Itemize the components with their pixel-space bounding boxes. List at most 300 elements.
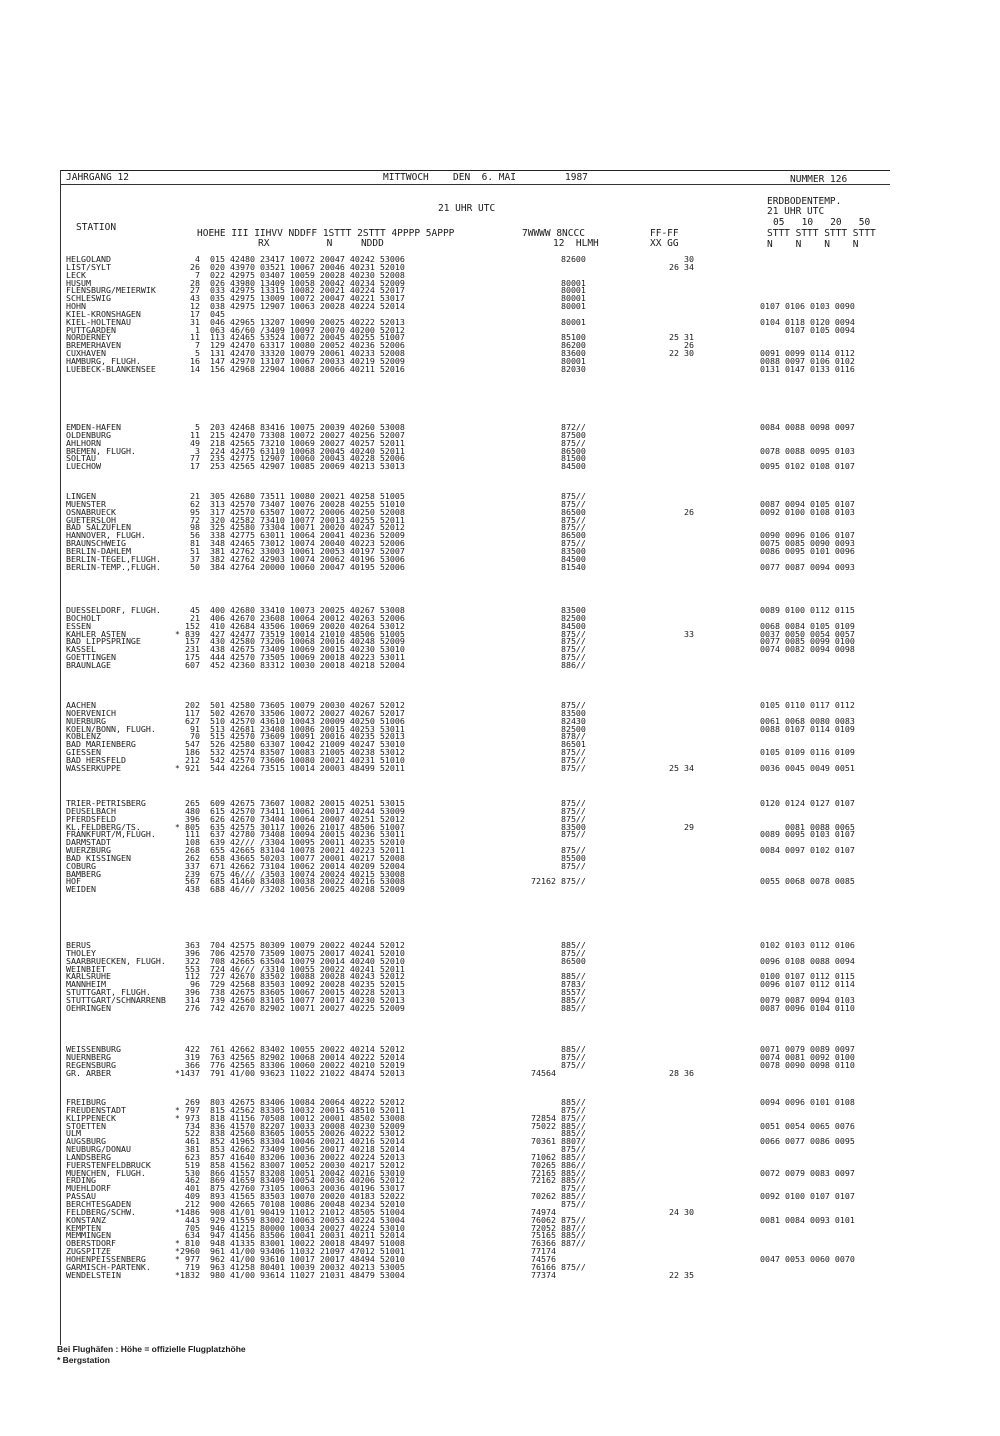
synop-code-groups: 685 41460 83408 10038 20022 40216 53008 [210, 876, 405, 887]
weather-groups: 70262 885// [511, 1191, 586, 1202]
station-name: WASSERKUPPE [66, 762, 121, 773]
station-name: LECK [66, 269, 86, 280]
station-name: STUTTGART/SCHNARRENB [66, 994, 166, 1005]
soil-temperature-values: 0047 0053 0060 0070 [760, 1253, 855, 1264]
station-name: AHLHORN [66, 437, 101, 448]
station-name: DEUSELBACH [66, 805, 116, 816]
station-name: FREUDENSTADT [66, 1104, 126, 1115]
station-name: PFERDSFELD [66, 813, 116, 824]
synop-code-groups: 510 42570 43610 10043 20009 40250 51006 [210, 715, 405, 726]
soil-temperature-values: 0081 0084 0093 0101 [760, 1214, 855, 1225]
weather-groups: 82500 [511, 723, 586, 734]
synop-code-groups: 046 42965 13207 10090 20025 40222 52013 [210, 316, 405, 327]
wind-gust-groups: 26 [649, 506, 694, 517]
soil-temperature-values: 0131 0147 0133 0116 [760, 363, 855, 374]
weather-groups: 875// [511, 652, 586, 663]
mountain-station-marker: * [175, 1239, 180, 1249]
station-name: KOELN/BONN, FLUGH. [66, 723, 156, 734]
station-height-value: 108 [185, 837, 200, 848]
station-name: KOBLENZ [66, 731, 101, 742]
synop-code-groups: 038 42975 12907 10063 20028 40224 52014 [210, 301, 405, 312]
mountain-station-marker: * [175, 822, 180, 832]
weather-groups: 875// [511, 805, 586, 816]
synop-code-groups: 532 42574 83507 10083 21005 40238 53012 [210, 747, 405, 758]
weather-groups: 82430 [511, 715, 586, 726]
weather-groups: 875// [511, 747, 586, 758]
station-height-value: 443 [185, 1214, 200, 1225]
synop-code-groups: 908 41/01 90419 11012 21012 48505 51004 [210, 1206, 405, 1217]
station-name: LUECHOW [66, 461, 101, 472]
weather-groups: 875// [511, 798, 586, 808]
station-name: PASSAU [66, 1191, 96, 1202]
soil-temperature-values: 0087 0096 0104 0110 [760, 1002, 855, 1013]
station-height-value: 157 [185, 636, 200, 647]
station-group [66, 942, 906, 1013]
synop-code-groups: 022 42975 03407 10059 20028 40230 52008 [210, 269, 405, 280]
soil-temperature-values: 0088 0097 0106 0102 [760, 355, 855, 366]
issue-number: NUMMER 126 [790, 174, 848, 185]
synop-code-groups: 501 42580 73605 10079 20030 40267 52012 [210, 700, 405, 710]
station-height-value: 70 [190, 731, 200, 742]
weather-groups: 80001 [511, 285, 586, 296]
weather-groups: 72052 887// [511, 1222, 586, 1233]
synop-code-groups: 430 42580 73206 10068 20016 40248 52009 [210, 636, 405, 647]
station-height-value: 519 [185, 1159, 200, 1170]
station-height-value: 5 [195, 422, 200, 432]
wind-columns-subheader: XX GG [650, 238, 679, 249]
soil-temperature-values: 0096 0108 0088 0094 [760, 955, 855, 966]
station-name: BAD KISSINGEN [66, 852, 131, 863]
soil-temp-time: 21 UHR UTC [767, 206, 825, 217]
synop-code-groups: 156 42968 22904 10088 20066 40211 52016 [210, 363, 405, 374]
synop-code-groups: 961 41/00 93406 11032 21097 47012 51001 [210, 1246, 405, 1257]
synop-code-groups: 900 42665 70108 10086 20048 40234 52010 [210, 1198, 405, 1209]
synop-code-groups: 815 42562 83305 10032 20015 48510 52011 [210, 1104, 405, 1115]
station-height-value: 186 [185, 747, 200, 758]
soil-temperature-values: 0036 0045 0049 0051 [760, 762, 855, 773]
station-name: KEMPTEN [66, 1222, 101, 1233]
soil-temperature-values: 0089 0100 0112 0115 [760, 605, 855, 615]
station-name: STUTTGART, FLUGH. [66, 987, 151, 998]
synop-code-groups: 113 42465 53524 10072 20045 40255 51007 [210, 332, 405, 343]
station-name: KIEL-KRONSHAGEN [66, 308, 141, 319]
station-name: SCHLESWIG [66, 293, 111, 304]
synop-code-groups: 224 42475 63110 10068 20045 40240 52011 [210, 445, 405, 456]
synop-code-groups: 818 41156 70508 10012 20001 48502 53008 [210, 1112, 405, 1123]
wind-gust-groups: 28 36 [649, 1067, 694, 1078]
mountain-station-marker: * [175, 629, 180, 639]
weather-groups: 76166 875// [511, 1261, 586, 1272]
station-height-value: 17 [190, 308, 200, 319]
station-name: MUENCHEN, FLUGH. [66, 1167, 146, 1178]
station-group [66, 1046, 906, 1077]
station-name: KARLSRUHE [66, 971, 111, 982]
station-height-value: 112 [185, 971, 200, 982]
weather-groups: 86501 [511, 739, 586, 750]
station-height-value: 4 [195, 254, 200, 264]
weather-groups: 885// [511, 1002, 586, 1013]
station-name: ZUGSPITZE [66, 1246, 111, 1257]
station-name: KLIPPENECK [66, 1112, 116, 1123]
soil-temperature-values: 0092 0100 0107 0107 [760, 1191, 855, 1202]
station-name: THOLEY [66, 947, 96, 958]
station-height-value: 719 [185, 1261, 200, 1272]
weather-groups: 82600 [511, 254, 586, 264]
station-height-value: 1437 [180, 1067, 200, 1078]
station-name: TRIER-PETRISBERG [66, 798, 146, 808]
weather-groups: 83500 [511, 605, 586, 615]
soil-temperature-values: 0075 0085 0090 0093 [760, 538, 855, 549]
synop-code-groups: 742 42670 82902 10071 20027 40225 52009 [210, 1002, 405, 1013]
station-height-value: 265 [185, 798, 200, 808]
mountain-station-marker: * [175, 1254, 180, 1264]
soil-temperature-values: 0094 0096 0101 0108 [760, 1097, 855, 1107]
station-name: BOCHOLT [66, 612, 101, 623]
soil-temperature-values: 0102 0103 0112 0106 [760, 940, 855, 950]
station-name: SAARBRUECKEN, FLUGH. [66, 955, 166, 966]
synop-code-groups: 776 42565 83306 10060 20022 40210 52019 [210, 1059, 405, 1070]
weather-groups: 74974 [511, 1206, 556, 1217]
synop-code-groups: 045 [210, 308, 225, 319]
station-height-value: 438 [185, 884, 200, 895]
synop-code-groups: 615 42570 73411 10061 20017 40244 53009 [210, 805, 405, 816]
station-name: BERLIN-TEGEL,FLUGH. [66, 553, 161, 564]
station-name: FREIBURG [66, 1097, 106, 1107]
weather-groups: 80001 [511, 301, 586, 312]
weather-groups: 875// [511, 538, 586, 549]
table-row [66, 1067, 906, 1078]
synop-code-groups: 980 41/00 93614 11027 21031 48479 53004 [210, 1269, 405, 1280]
weather-groups: 875// [511, 813, 586, 824]
station-height-value: 91 [190, 723, 200, 734]
station-height-value: 805 [185, 821, 200, 832]
synop-code-groups: 033 42975 13315 10082 20021 40224 52017 [210, 285, 405, 296]
synop-code-groups: 727 42670 83502 10088 20028 40243 52012 [210, 971, 405, 982]
wind-gust-groups: 25 31 [649, 332, 694, 343]
station-height-value: 45 [190, 605, 200, 615]
weather-groups: 885// [511, 940, 586, 950]
soil-temperature-values: 0105 0110 0117 0112 [760, 700, 855, 710]
weather-groups: 875// [511, 845, 586, 856]
synop-code-groups: 338 42775 63011 10064 20041 40236 52009 [210, 530, 405, 541]
table-row [66, 1002, 906, 1013]
synop-code-groups: 427 42477 73519 10014 21010 48506 51005 [210, 628, 405, 639]
table-row [66, 886, 906, 894]
weather-groups: 82500 [511, 612, 586, 623]
station-height-value: 396 [185, 987, 200, 998]
synop-code-groups: 852 41965 83304 10046 20021 40216 52014 [210, 1136, 405, 1147]
soil-temperature-values: 0074 0082 0094 0098 [760, 644, 855, 655]
soil-temperature-values: 0120 0124 0127 0107 [760, 798, 855, 808]
station-height-value: 480 [185, 805, 200, 816]
weather-groups: 84500 [511, 553, 586, 564]
station-height-value: 62 [190, 498, 200, 509]
station-name: HOHN [66, 301, 86, 312]
table-row [66, 1269, 906, 1280]
station-name: AUGSBURG [66, 1136, 106, 1147]
mountain-station-marker: * [175, 1270, 180, 1280]
synop-code-groups: 929 41559 83002 10063 20053 40224 53004 [210, 1214, 405, 1225]
weather-groups: 8783/ [511, 979, 586, 990]
station-name: BAD HERSFELD [66, 754, 126, 765]
station-height-value: 96 [190, 979, 200, 990]
weather-groups: 74576 [511, 1253, 556, 1264]
synop-code-groups: 035 42975 13009 10072 20047 40221 53017 [210, 293, 405, 304]
synop-code-groups: 739 42560 83105 10077 20017 40230 52013 [210, 994, 405, 1005]
station-height-value: 72 [190, 514, 200, 525]
weekday-label: MITTWOCH [383, 172, 429, 183]
station-group [66, 493, 906, 571]
station-height-value: 1832 [180, 1269, 200, 1280]
weather-groups: 86500 [511, 445, 586, 456]
synop-code-groups: 131 42470 33320 10079 20061 40233 52008 [210, 348, 405, 359]
weather-groups: 72162 885// [511, 1175, 586, 1186]
synop-code-groups: 218 42565 73210 10069 20027 40257 52011 [210, 437, 405, 448]
station-height-value: 1486 [180, 1206, 200, 1217]
station-name: PUTTGARDEN [66, 324, 116, 335]
weather-groups: 875// [511, 762, 586, 773]
synop-code-groups: 658 43665 50203 10077 20001 40217 52008 [210, 852, 405, 863]
station-group [66, 607, 906, 670]
station-height-value: 11 [190, 332, 200, 343]
weather-groups: 76366 887// [511, 1238, 586, 1249]
station-height-value: 1 [195, 324, 200, 335]
synop-code-groups: 020 43970 03521 10067 20046 40231 52010 [210, 261, 405, 272]
soil-temperature-values: 0105 0109 0116 0109 [760, 747, 855, 758]
station-height-value: 810 [185, 1238, 200, 1249]
station-height-value: 16 [190, 355, 200, 366]
table-row [66, 659, 906, 670]
wind-gust-groups: 24 30 [649, 1206, 694, 1217]
station-height-value: 366 [185, 1059, 200, 1070]
station-height-value: 31 [190, 316, 200, 327]
weather-groups: 80001 [511, 293, 586, 304]
station-name: FELDBERG/SCHW. [66, 1206, 136, 1217]
soil-temp-title: ERDBODENTEMP. [767, 196, 842, 207]
synop-code-groups: 544 42264 73515 10014 20003 48499 52011 [210, 762, 405, 773]
soil-temperature-values: 0084 0097 0102 0107 [760, 845, 855, 856]
station-name: NEUBURG/DONAU [66, 1144, 131, 1155]
synop-code-groups: 317 42570 63507 10072 20006 40250 52008 [210, 506, 405, 517]
synop-code-groups: 626 42670 73404 10064 20007 40251 52012 [210, 813, 405, 824]
table-row [66, 334, 906, 342]
weather-groups: 83500 [511, 545, 586, 556]
synop-code-groups: 635 42575 30117 10026 21017 48506 51007 [210, 821, 405, 832]
station-name: FRANKFURT/M,FLUGH. [66, 829, 156, 840]
station-height-value: 319 [185, 1051, 200, 1062]
weather-groups: 885// [511, 1128, 586, 1139]
station-name: DARMSTADT [66, 837, 111, 848]
table-row [66, 762, 906, 773]
wind-gust-groups: 26 [649, 340, 694, 351]
station-name: MUENSTER [66, 498, 106, 509]
weather-groups: 80001 [511, 355, 586, 366]
station-height-value: 461 [185, 1136, 200, 1147]
synop-code-groups: 502 42670 33506 10072 20027 40267 52017 [210, 707, 405, 718]
station-height-value: 337 [185, 860, 200, 871]
weather-groups: 80001 [511, 277, 586, 288]
synop-code-groups: 609 42675 73607 10082 20015 40251 53015 [210, 798, 405, 808]
station-group [66, 1099, 906, 1279]
station-height-value: 921 [185, 762, 200, 773]
station-height-value: 212 [185, 754, 200, 765]
station-height-value: 56 [190, 530, 200, 541]
station-name: GOETTINGEN [66, 652, 116, 663]
soil-temperature-values: 0061 0068 0080 0083 [760, 715, 855, 726]
synop-code-groups: 147 42970 13107 10067 20033 40219 52009 [210, 355, 405, 366]
station-name: OSNABRUECK [66, 506, 116, 517]
synop-code-groups: 305 42680 73511 10080 20021 40258 51005 [210, 491, 405, 501]
weather-groups: 875// [511, 754, 586, 765]
station-name: ESSEN [66, 620, 91, 631]
weather-groups: 72854 875// [511, 1112, 586, 1123]
mountain-station-marker: * [175, 1207, 180, 1217]
soil-temperature-values: 0086 0095 0101 0096 [760, 545, 855, 556]
synop-code-groups: 803 42675 83406 10084 20064 40222 52012 [210, 1097, 405, 1107]
weather-groups: 885// [511, 1097, 586, 1107]
synop-code-groups: 675 46/// /3503 10074 20024 40215 53008 [210, 868, 405, 879]
weather-groups: 885// [511, 971, 586, 982]
mountain-station-marker: * [175, 1113, 180, 1123]
station-height-value: 95 [190, 506, 200, 517]
synop-code-groups: 838 42560 83605 10055 20026 40222 53012 [210, 1128, 405, 1139]
station-height-value: 28 [190, 277, 200, 288]
station-name: BERUS [66, 940, 91, 950]
station-name: REGENSBURG [66, 1059, 116, 1070]
weather-groups: 875// [511, 860, 586, 871]
soil-temp-cols: STTT STTT STTT STTT [767, 228, 876, 239]
soil-temperature-values: 0081 0088 0065 [760, 821, 855, 832]
synop-code-groups: 513 42681 23408 10086 20015 40253 53011 [210, 723, 405, 734]
station-height-value: 839 [185, 628, 200, 639]
weather-groups: 875// [511, 1104, 586, 1115]
soil-temperature-values: 0066 0077 0086 0095 [760, 1136, 855, 1147]
station-height-value: 634 [185, 1230, 200, 1241]
soil-temperature-values: 0090 0096 0106 0107 [760, 530, 855, 541]
code-columns-subheader: RX N NDDD [258, 238, 384, 249]
weather-groups: 875// [511, 1198, 586, 1209]
synop-code-groups: 382 42762 42903 10074 20062 40196 53006 [210, 553, 405, 564]
station-name: LUEBECK-BLANKENSEE [66, 363, 156, 374]
station-height-value: 462 [185, 1175, 200, 1186]
station-name: NUERNBERG [66, 1051, 111, 1062]
weather-groups: 86500 [511, 530, 586, 541]
station-height-value: 973 [185, 1112, 200, 1123]
weather-groups: 86500 [511, 506, 586, 517]
station-height-value: 3 [195, 445, 200, 456]
weather-groups: 875// [511, 700, 586, 710]
soil-temperature-values: 0077 0087 0094 0093 [760, 561, 855, 572]
synop-code-groups: 724 46/// /3310 10055 20022 40241 52011 [210, 963, 405, 974]
station-height-value: 21 [190, 612, 200, 623]
station-height-value: 262 [185, 852, 200, 863]
station-name: WEINBIET [66, 963, 106, 974]
header-rule-top [60, 170, 890, 171]
weather-groups: 87500 [511, 429, 586, 440]
station-height-value: 7 [195, 269, 200, 280]
soil-temperature-values: 0068 0084 0105 0109 [760, 620, 855, 631]
station-name: BAD SALZUFLEN [66, 522, 131, 533]
station-height-value: 553 [185, 963, 200, 974]
weather-groups: 875// [511, 437, 586, 448]
station-height-value: 50 [190, 561, 200, 572]
weather-groups: 875// [511, 522, 586, 533]
station-height-value: 81 [190, 538, 200, 549]
station-height-value: 396 [185, 813, 200, 824]
station-name: STOETTEN [66, 1120, 106, 1131]
station-height-value: 49 [190, 437, 200, 448]
station-height-value: 111 [185, 829, 200, 840]
wind-gust-groups: 26 34 [649, 261, 694, 272]
station-height-value: 152 [185, 620, 200, 631]
station-name: MANNHEIM [66, 979, 106, 990]
station-name: MUEHLDORF [66, 1183, 111, 1194]
synop-code-groups: 763 42565 82902 10068 20014 40222 52014 [210, 1051, 405, 1062]
weather-groups: 84500 [511, 461, 586, 472]
synop-code-groups: 253 42565 42907 10085 20069 40213 53013 [210, 461, 405, 472]
synop-code-groups: 452 42360 83312 10030 20018 40218 52004 [210, 659, 405, 670]
synop-code-groups: 313 42570 73407 10076 20028 40255 51010 [210, 498, 405, 509]
station-name: HUSUM [66, 277, 91, 288]
jahrgang-label: JAHRGANG 12 [66, 172, 129, 183]
weather-groups: 75165 885// [511, 1230, 586, 1241]
station-name: AACHEN [66, 700, 96, 710]
soil-temperature-values: 0084 0088 0098 0097 [760, 422, 855, 432]
station-height-value: 21 [190, 491, 200, 501]
year-label: 1987 [565, 172, 588, 183]
weather-groups: 72162 875// [511, 876, 586, 887]
weather-groups: 81540 [511, 561, 586, 572]
weather-groups: 875// [511, 514, 586, 525]
station-name: LANDSBERG [66, 1151, 111, 1162]
synop-code-groups: 325 42580 73304 10071 20020 40247 52012 [210, 522, 405, 533]
weather-groups: 70265 886// [511, 1159, 586, 1170]
weather-groups: 83500 [511, 821, 586, 832]
weather-groups: 875// [511, 1051, 586, 1062]
station-name: CUXHAVEN [66, 348, 106, 359]
station-height-value: 314 [185, 994, 200, 1005]
station-name: FLENSBURG/MEIERWIK [66, 285, 156, 296]
synop-code-groups: 384 42764 20000 10060 20047 40195 52006 [210, 561, 405, 572]
soil-temperature-values: 0088 0107 0114 0109 [760, 723, 855, 734]
synop-code-groups: 963 41258 80401 10039 20032 40213 53005 [210, 1261, 405, 1272]
station-height-value: 202 [185, 700, 200, 710]
weather-columns-subheader: 12 HLMH [553, 238, 599, 249]
station-height-value: 797 [185, 1104, 200, 1115]
station-name: HOF [66, 876, 81, 887]
station-name: LINGEN [66, 491, 96, 501]
soil-temperature-values: 0079 0087 0094 0103 [760, 994, 855, 1005]
soil-temperature-values: 0074 0081 0092 0100 [760, 1051, 855, 1062]
station-name: OEHRINGEN [66, 1002, 111, 1013]
weather-groups: 875// [511, 636, 586, 647]
soil-temperature-values: 0095 0102 0108 0107 [760, 461, 855, 472]
synop-code-groups: 063 46/60 /3409 10097 20070 40200 52012 [210, 324, 405, 335]
station-height-value: 409 [185, 1191, 200, 1202]
synop-code-groups: 729 42568 83503 10092 20028 40235 52015 [210, 979, 405, 990]
synop-code-groups: 235 42775 12907 10060 20043 40228 52006 [210, 453, 405, 464]
synop-code-groups: 761 42662 83402 10055 20022 40214 52012 [210, 1044, 405, 1054]
time-title: 21 UHR UTC [438, 203, 496, 214]
station-name: KL.FELDBERG/TS. [66, 821, 141, 832]
weather-groups: 86500 [511, 955, 586, 966]
station-name: WEIDEN [66, 884, 96, 895]
station-name: ULM [66, 1128, 81, 1139]
weather-groups: 875// [511, 947, 586, 958]
station-name: BRAUNSCHWEIG [66, 538, 126, 549]
station-height-value: 276 [185, 1002, 200, 1013]
soil-temperature-values: 0051 0054 0065 0076 [760, 1120, 855, 1131]
